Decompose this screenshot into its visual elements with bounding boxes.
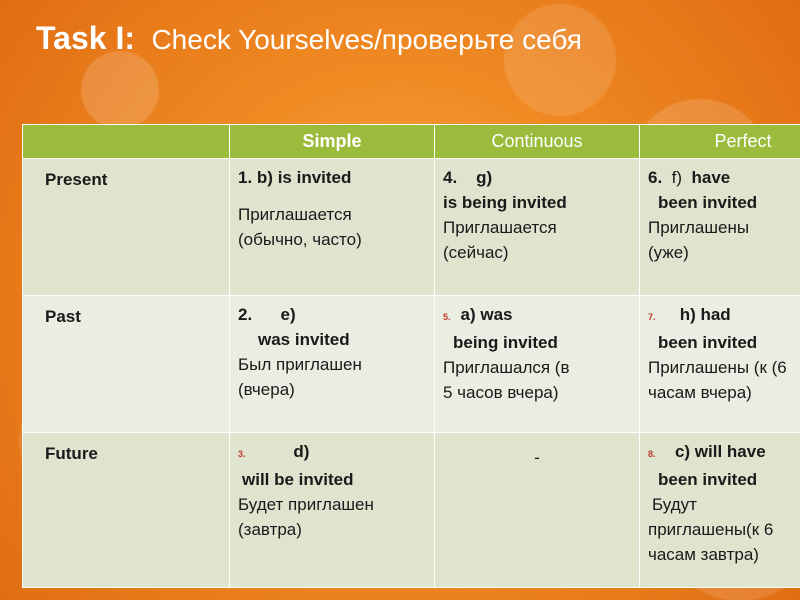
answer-letter: e)	[280, 305, 296, 324]
translation-line: приглашены(к 6	[648, 520, 774, 539]
cell-future-continuous	[435, 433, 640, 588]
answer-present-continuous	[443, 165, 631, 190]
answer-text: b) is invited	[256, 168, 352, 187]
translation-line: Будет приглашен	[238, 495, 374, 514]
item-number: 7.	[648, 312, 656, 322]
item-number: 3.	[238, 449, 246, 459]
header-simple: Simple	[230, 125, 435, 159]
answer-letter: h) had	[679, 305, 731, 324]
slide-title	[36, 16, 582, 60]
cell-past-continuous	[435, 296, 640, 433]
empty-dash: -	[534, 448, 540, 467]
translation-line: часам вчера)	[648, 383, 752, 402]
translation-line: Приглашены (к (6	[648, 358, 787, 377]
table-row-future	[23, 433, 800, 588]
header-continuous: Continuous	[435, 125, 640, 159]
translation-line: 5 часов вчера)	[443, 383, 559, 402]
header-empty-cell	[23, 125, 230, 159]
answer-text: being invited	[453, 333, 558, 352]
answer-text: have	[691, 168, 731, 187]
translation-line: Приглашался (в	[443, 358, 570, 377]
answer-past-simple	[238, 302, 426, 327]
answer-letter: d)	[293, 442, 310, 461]
header-perfect: Perfect	[640, 125, 800, 159]
answer-text: will be invited	[242, 470, 354, 489]
answer-present-simple	[238, 165, 426, 190]
translation-line: (вчера)	[238, 380, 295, 399]
table-header-row	[23, 125, 800, 159]
cell-present-continuous	[435, 159, 640, 296]
answer-future-perfect	[648, 439, 800, 467]
passive-tenses-table	[22, 124, 800, 588]
answer-text: is being invited	[443, 193, 567, 212]
answer-letter: a) was	[460, 305, 513, 324]
answer-letter: g)	[476, 168, 493, 187]
translation-line: часам завтра)	[648, 545, 759, 564]
item-number: 2.	[238, 305, 253, 324]
answer-future-simple	[238, 439, 426, 467]
cell-past-simple	[230, 296, 435, 433]
translation-line: (уже)	[648, 243, 689, 262]
answer-text: been invited	[658, 193, 758, 212]
item-number: 6.	[648, 168, 663, 187]
answer-present-perfect	[648, 165, 800, 190]
translation-line: Был приглашен	[238, 355, 362, 374]
item-number: 1.	[238, 168, 253, 187]
cell-present-simple	[230, 159, 435, 296]
cell-future-perfect	[640, 433, 800, 588]
title-task-label: Task I:	[36, 20, 135, 56]
cell-present-perfect	[640, 159, 800, 296]
cell-future-simple	[230, 433, 435, 588]
translation-line: Приглашены	[648, 218, 750, 237]
answer-letter: c) will have	[674, 442, 766, 461]
cell-past-perfect	[640, 296, 800, 433]
translation-line: Будут	[652, 495, 697, 514]
answer-text: been invited	[658, 333, 758, 352]
translation-line: (завтра)	[238, 520, 302, 539]
answer-letter: f)	[671, 168, 683, 187]
answer-past-perfect	[648, 302, 800, 330]
answer-text: been invited	[658, 470, 758, 489]
translation-line: Приглашается	[238, 205, 352, 224]
answer-past-continuous	[443, 302, 631, 330]
tense-label-present: Present	[23, 159, 230, 296]
translation-line: Приглашается	[443, 218, 557, 237]
translation-line: (обычно, часто)	[238, 230, 362, 249]
item-number: 8.	[648, 449, 656, 459]
table-row-past	[23, 296, 800, 433]
table-row-present	[23, 159, 800, 296]
item-number: 4.	[443, 168, 458, 187]
tense-label-past: Past	[23, 296, 230, 433]
answer-text: was invited	[258, 330, 350, 349]
tense-label-future: Future	[23, 433, 230, 588]
title-text: Check Yourselves/проверьте себя	[151, 24, 582, 55]
item-number: 5.	[443, 312, 451, 322]
translation-line: (сейчас)	[443, 243, 509, 262]
